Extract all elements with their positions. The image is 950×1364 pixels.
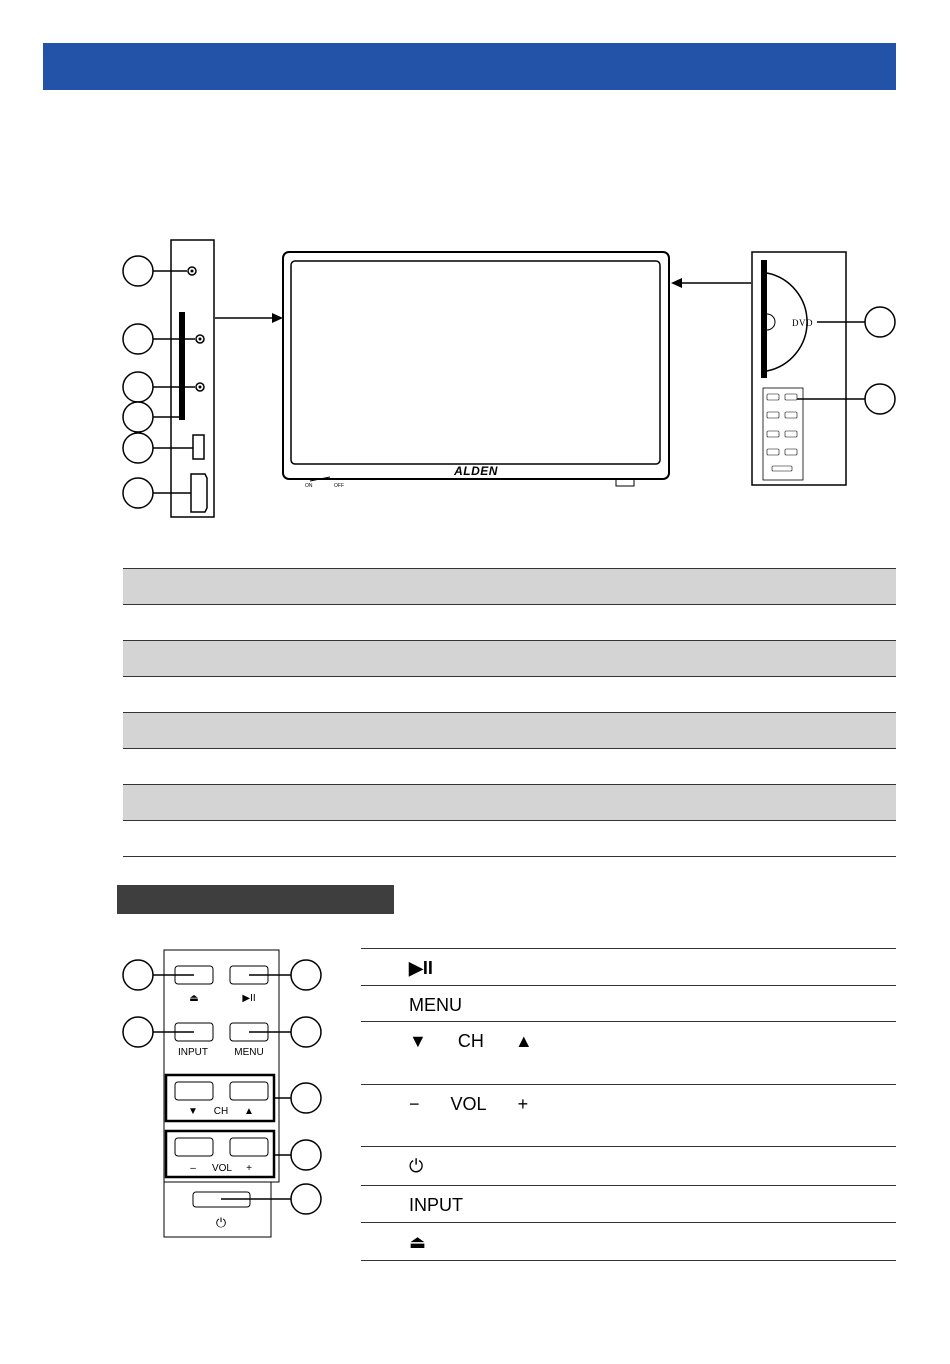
input-text: INPUT (409, 1195, 463, 1215)
table-row (361, 986, 896, 1022)
dvd-label: DVD (792, 318, 813, 328)
table-row (361, 1147, 896, 1186)
power-label: ⏻ (215, 1215, 227, 1230)
menu-text: MENU (409, 995, 462, 1015)
ch-label: CH (213, 1106, 229, 1117)
input-label: INPUT (178, 1047, 208, 1058)
vol-minus-label: – (190, 1163, 196, 1174)
switch-on-label: ON (305, 483, 313, 489)
tv-logo: ALDEN (454, 464, 498, 478)
table-row (361, 1186, 896, 1223)
vol-label: VOL (211, 1163, 233, 1174)
button-table (361, 948, 896, 1261)
ch-text: CH (457, 1031, 484, 1051)
eject-icon: ⏏ (409, 1232, 427, 1252)
table-row (361, 1022, 896, 1085)
table-row (361, 949, 896, 986)
ch-up-icon: ▲ (514, 1031, 533, 1051)
menu-label: MENU (234, 1047, 264, 1058)
ch-down-label: ▼ (188, 1106, 198, 1117)
power-icon: ⏻ (409, 1156, 424, 1176)
ch-down-icon: ▼ (409, 1031, 427, 1051)
table-row (361, 1223, 896, 1261)
vol-plus-label: + (246, 1163, 252, 1174)
ch-up-label: ▲ (244, 1106, 254, 1117)
eject-label: ⏏ (189, 993, 199, 1004)
table-row (361, 1085, 896, 1147)
vol-plus-icon: + (517, 1094, 529, 1114)
play-pause-icon: ▶II (409, 958, 433, 978)
switch-off-label: OFF (334, 483, 344, 489)
play-label: ▶II (242, 993, 256, 1004)
vol-minus-icon: − (409, 1094, 420, 1114)
vol-text: VOL (450, 1094, 487, 1114)
